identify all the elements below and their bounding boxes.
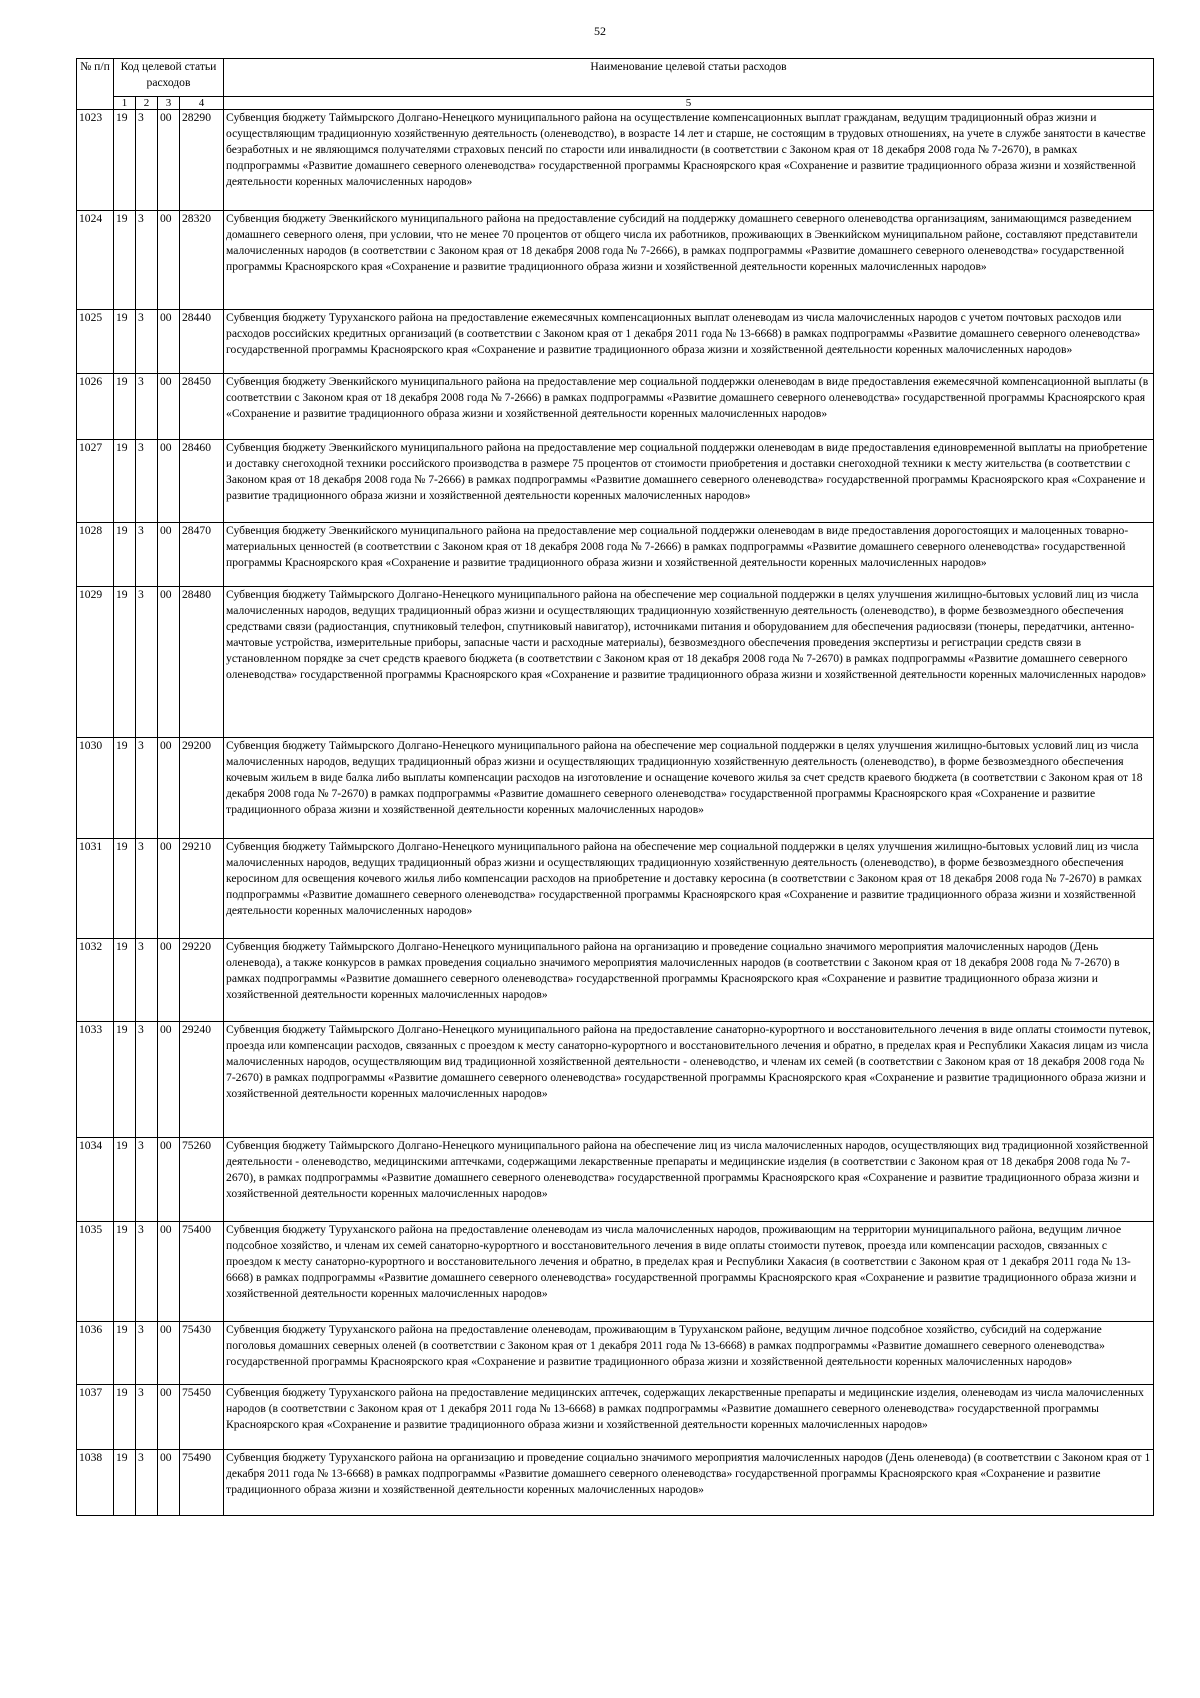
row-number: 1036: [77, 1322, 114, 1385]
table-subheader-row: [77, 97, 1154, 110]
table-row: [77, 310, 1154, 374]
code-direction: 00: [158, 110, 180, 211]
row-description: Субвенция бюджету Туруханского района на предоставление медицинских аптечек, содержащих лекарственные препараты и медицинские изделия, оленеводам из числа малочисленных народов (в соответствии с Законом края от 1 декабря 2011 года № 13-6668) в рамках подпрограммы «Развитие домашнего северного оленеводства» государственной программы Красноярского края «Сохранение и развитие традиционного образа жизни и хозяйственной деятельности коренных малочисленных народов»: [224, 1385, 1154, 1450]
code-expense: 28440: [180, 310, 224, 374]
code-direction: 00: [158, 1450, 180, 1516]
code-program: 19: [114, 211, 136, 310]
table-row: [77, 374, 1154, 440]
code-program: 19: [114, 310, 136, 374]
row-number: 1026: [77, 374, 114, 440]
code-subprogram: 3: [136, 839, 158, 939]
code-expense: 75450: [180, 1385, 224, 1450]
code-program: 19: [114, 374, 136, 440]
code-program: 19: [114, 1322, 136, 1385]
header-target-name: Наименование целевой статьи расходов: [224, 59, 1154, 97]
code-subprogram: 3: [136, 1138, 158, 1222]
code-direction: 00: [158, 587, 180, 738]
row-description: Субвенция бюджету Таймырского Долгано-Ненецкого муниципального района на обеспечение мер социальной поддержки в целях улучшения жилищно-бытовых условий лиц из числа малочисленных народов, ведущих традиционный образ жизни и осуществляющих традиционную хозяйственную деятельность (оленеводство), в форме безвозмездного обеспечения кочевым жильем в виде балка либо выплаты компенсации расходов на изготовление и оснащение кочевого жилья за счет средств краевого бюджета (в соответствии с Законом края от 18 декабря 2008 года № 7-2670) в рамках подпрограммы «Развитие домашнего северного оленеводства» государственной программы Красноярского края «Сохранение и развитие традиционного образа жизни и хозяйственной деятельности коренных малочисленных народов»: [224, 738, 1154, 839]
code-expense: 28460: [180, 440, 224, 523]
code-direction: 00: [158, 1385, 180, 1450]
table-row: [77, 939, 1154, 1022]
code-subprogram: 3: [136, 523, 158, 587]
code-expense: 29220: [180, 939, 224, 1022]
code-subprogram: 3: [136, 374, 158, 440]
code-direction: 00: [158, 1022, 180, 1138]
code-subprogram: 3: [136, 738, 158, 839]
code-direction: 00: [158, 310, 180, 374]
code-subprogram: 3: [136, 211, 158, 310]
code-program: 19: [114, 1022, 136, 1138]
table-row: [77, 1322, 1154, 1385]
row-description: Субвенция бюджету Туруханского района на предоставление оленеводам из числа малочисленных народов, проживающим на территории муниципального района, ведущим личное подсобное хозяйство, и членам их семей санаторно-курортного и восстановительного лечения в виде оплаты стоимости путевок, проезда или компенсации расходов, связанных с проездом к месту санаторно-курортного и восстановительного лечения и обратно, в пределах края и Республики Хакасия (в соответствии с Законом края от 1 декабря 2011 года № 13-6668) в рамках подпрограммы «Развитие домашнего северного оленеводства» государственной программы Красноярского края «Сохранение и развитие традиционного образа жизни и хозяйственной деятельности коренных малочисленных народов»: [224, 1222, 1154, 1322]
code-program: 19: [114, 839, 136, 939]
code-program: 19: [114, 440, 136, 523]
row-number: 1024: [77, 211, 114, 310]
code-expense: 28470: [180, 523, 224, 587]
code-subprogram: 3: [136, 1450, 158, 1516]
subheader-col-4: 4: [180, 97, 224, 110]
table-row: [77, 211, 1154, 310]
row-number: 1034: [77, 1138, 114, 1222]
code-program: 19: [114, 939, 136, 1022]
code-subprogram: 3: [136, 1022, 158, 1138]
row-description: Субвенция бюджету Таймырского Долгано-Ненецкого муниципального района на обеспечение мер социальной поддержки в целях улучшения жилищно-бытовых условий лиц из числа малочисленных народов, ведущих традиционный образ жизни и осуществляющих традиционную хозяйственную деятельность (оленеводство), в форме безвозмездного обеспечения керосином для освещения кочевого жилья либо компенсации расходов на приобретение и доставку керосина (в соответствии с Законом края от 18 декабря 2008 года № 7-2670) в рамках подпрограммы «Развитие домашнего северного оленеводства» государственной программы Красноярского края «Сохранение и развитие традиционного образа жизни и хозяйственной деятельности коренных малочисленных народов»: [224, 839, 1154, 939]
row-number: 1029: [77, 587, 114, 738]
code-expense: 28450: [180, 374, 224, 440]
row-number: 1025: [77, 310, 114, 374]
table-row: [77, 1385, 1154, 1450]
row-number: 1038: [77, 1450, 114, 1516]
table-row: [77, 587, 1154, 738]
row-number: 1023: [77, 110, 114, 211]
row-number: 1028: [77, 523, 114, 587]
code-direction: 00: [158, 1138, 180, 1222]
row-number: 1032: [77, 939, 114, 1022]
budget-classification-table: [76, 58, 1154, 1516]
table-row: [77, 1450, 1154, 1516]
code-direction: 00: [158, 440, 180, 523]
code-direction: 00: [158, 211, 180, 310]
row-description: Субвенция бюджету Таймырского Долгано-Ненецкого муниципального района на обеспечение лиц из числа малочисленных народов, осуществляющих вид традиционной хозяйственной деятельности - оленеводство, медицинскими аптечками, содержащими лекарственные препараты и медицинские изделия (в соответствии с Законом края от 18 декабря 2008 года № 7-2670), в рамках подпрограммы «Развитие домашнего северного оленеводства» государственной программы Красноярского края «Сохранение и развитие традиционного образа жизни и хозяйственной деятельности коренных малочисленных народов»: [224, 1138, 1154, 1222]
header-row-number: № п/п: [77, 59, 114, 110]
subheader-col-5: 5: [224, 97, 1154, 110]
code-direction: 00: [158, 1222, 180, 1322]
code-expense: 28480: [180, 587, 224, 738]
code-expense: 29210: [180, 839, 224, 939]
row-description: Субвенция бюджету Таймырского Долгано-Ненецкого муниципального района на обеспечение мер социальной поддержки в целях улучшения жилищно-бытовых условий лиц из числа малочисленных народов, ведущих традиционный образ жизни и осуществляющих традиционную хозяйственную деятельность (оленеводство), в форме безвозмездного обеспечения средствами связи (радиостанция, спутниковый телефон, спутниковый навигатор), источниками питания и оборудованием для обеспечения радиосвязи (тюнеры, передатчики, антенно-мачтовые устройства, измерительные приборы, запасные части и расходные материалы), безвозмездного обеспечения проведения экспертизы и регистрации средств связи в установленном порядке за счет средств краевого бюджета (в соответствии с Законом края от 18 декабря 2008 года № 7-2670) в рамках подпрограммы «Развитие домашнего северного оленеводства» государственной программы Красноярского края «Сохранение и развитие традиционного образа жизни и хозяйственной деятельности коренных малочисленных народов»: [224, 587, 1154, 738]
row-description: Субвенция бюджету Эвенкийского муниципального района на предоставление мер социальной поддержки оленеводам в виде предоставления ежемесячной компенсационной выплаты (в соответствии с Законом края от 18 декабря 2008 года № 7-2666) в рамках подпрограммы «Развитие домашнего северного оленеводства» государственной программы Красноярского края «Сохранение и развитие традиционного образа жизни и хозяйственной деятельности коренных малочисленных народов»: [224, 374, 1154, 440]
code-program: 19: [114, 587, 136, 738]
table-row: [77, 1138, 1154, 1222]
table-row: [77, 839, 1154, 939]
table-body: [77, 110, 1154, 1516]
code-subprogram: 3: [136, 310, 158, 374]
page-number: 52: [594, 24, 606, 38]
code-direction: 00: [158, 939, 180, 1022]
row-description: Субвенция бюджету Эвенкийского муниципального района на предоставление мер социальной поддержки оленеводам в виде предоставления дорогостоящих и малоценных товарно-материальных ценностей (в соответствии с Законом края от 18 декабря 2008 года № 7-2666) в рамках подпрограммы «Развитие домашнего северного оленеводства» государственной программы Красноярского края «Сохранение и развитие традиционного образа жизни и хозяйственной деятельности коренных малочисленных народов»: [224, 523, 1154, 587]
code-expense: 28320: [180, 211, 224, 310]
row-description: Субвенция бюджету Туруханского района на предоставление оленеводам, проживающим в Туруханском районе, ведущим личное подсобное хозяйство, субсидий на содержание поголовья домашних северных оленей (в соответствии с Законом края от 1 декабря 2011 года № 13-6668) в рамках подпрограммы «Развитие домашнего северного оленеводства» государственной программы Красноярского края «Сохранение и развитие традиционного образа жизни и хозяйственной деятельности коренных малочисленных народов»: [224, 1322, 1154, 1385]
code-direction: 00: [158, 523, 180, 587]
code-program: 19: [114, 523, 136, 587]
row-description: Субвенция бюджету Эвенкийского муниципального района на предоставление мер социальной поддержки оленеводам в виде предоставления единовременной выплаты на приобретение и доставку снегоходной техники российского производства в размере 75 процентов от стоимости приобретения и доставки снегоходной техники к месту жительства (в соответствии с Законом края от 18 декабря 2008 года № 7-2666) в рамках подпрограммы «Развитие домашнего северного оленеводства» государственной программы Красноярского края «Сохранение и развитие традиционного образа жизни и хозяйственной деятельности коренных малочисленных народов»: [224, 440, 1154, 523]
code-subprogram: 3: [136, 587, 158, 738]
code-program: 19: [114, 1138, 136, 1222]
code-direction: 00: [158, 839, 180, 939]
table-row: [77, 440, 1154, 523]
table-row: [77, 110, 1154, 211]
table-row: [77, 738, 1154, 839]
code-program: 19: [114, 1385, 136, 1450]
code-expense: 28290: [180, 110, 224, 211]
code-program: 19: [114, 1222, 136, 1322]
row-number: 1035: [77, 1222, 114, 1322]
row-description: Субвенция бюджету Таймырского Долгано-Ненецкого муниципального района на предоставление санаторно-курортного и восстановительного лечения в виде оплаты стоимости путевок, проезда или компенсации расходов, связанных с проездом к месту санаторно-курортного и восстановительного лечения и обратно, в пределах края и Республики Хакасия лицам из числа малочисленных народов, осуществляющим вид традиционной хозяйственной деятельности - оленеводство, и членам их семей (в соответствии с Законом края от 18 декабря 2008 года № 7-2670) в рамках подпрограммы «Развитие домашнего северного оленеводства» государственной программы Красноярского края «Сохранение и развитие традиционного образа жизни и хозяйственной деятельности коренных малочисленных народов»: [224, 1022, 1154, 1138]
code-direction: 00: [158, 1322, 180, 1385]
code-expense: 75430: [180, 1322, 224, 1385]
code-subprogram: 3: [136, 939, 158, 1022]
row-number: 1037: [77, 1385, 114, 1450]
code-expense: 29200: [180, 738, 224, 839]
subheader-col-2: 2: [136, 97, 158, 110]
row-number: 1031: [77, 839, 114, 939]
row-number: 1030: [77, 738, 114, 839]
code-subprogram: 3: [136, 1222, 158, 1322]
table-row: [77, 1222, 1154, 1322]
row-description: Субвенция бюджету Эвенкийского муниципального района на предоставление субсидий на поддержку домашнего северного оленеводства организациям, занимающимся разведением домашнего северного оленя, при условии, что не менее 70 процентов от общего числа их работников, проживающих в Эвенкийском муниципальном районе, составляют представители малочисленных народов (в соответствии с Законом края от 18 декабря 2008 года № 7-2666), в рамках подпрограммы «Развитие домашнего северного оленеводства» государственной программы Красноярского края «Сохранение и развитие традиционного образа жизни и хозяйственной деятельности коренных малочисленных народов»: [224, 211, 1154, 310]
row-number: 1027: [77, 440, 114, 523]
code-subprogram: 3: [136, 110, 158, 211]
table-header-row: [77, 59, 1154, 97]
code-program: 19: [114, 1450, 136, 1516]
code-direction: 00: [158, 738, 180, 839]
code-expense: 75400: [180, 1222, 224, 1322]
code-subprogram: 3: [136, 1385, 158, 1450]
table-row: [77, 523, 1154, 587]
row-description: Субвенция бюджету Туруханского района на предоставление ежемесячных компенсационных выплат оленеводам из числа малочисленных народов с учетом почтовых расходов или расходов российских кредитных организаций (в соответствии с Законом края от 1 декабря 2011 года № 13-6668) в рамках подпрограммы «Развитие домашнего северного оленеводства» государственной программы Красноярского края «Сохранение и развитие традиционного образа жизни и хозяйственной деятельности коренных малочисленных народов»: [224, 310, 1154, 374]
subheader-col-1: 1: [114, 97, 136, 110]
code-direction: 00: [158, 374, 180, 440]
code-expense: 75490: [180, 1450, 224, 1516]
code-subprogram: 3: [136, 1322, 158, 1385]
row-description: Субвенция бюджету Туруханского района на организацию и проведение социально значимого мероприятия малочисленных народов (День оленевода) (в соответствии с Законом края от 1 декабря 2011 года № 13-6668) в рамках подпрограммы «Развитие домашнего северного оленеводства» государственной программы Красноярского края «Сохранение и развитие традиционного образа жизни и хозяйственной деятельности коренных малочисленных народов»: [224, 1450, 1154, 1516]
code-subprogram: 3: [136, 440, 158, 523]
row-description: Субвенция бюджету Таймырского Долгано-Ненецкого муниципального района на организацию и проведение социально значимого мероприятия малочисленных народов (День оленевода), а также конкурсов в рамках проведения социально значимого мероприятия малочисленных народов (в соответствии с Законом края от 18 декабря 2008 года № 7-2670) в рамках подпрограммы «Развитие домашнего северного оленеводства» государственной программы Красноярского края «Сохранение и развитие традиционного образа жизни и хозяйственной деятельности коренных малочисленных народов»: [224, 939, 1154, 1022]
code-program: 19: [114, 110, 136, 211]
header-target-code: Код целевой статьи расходов: [114, 59, 224, 97]
subheader-col-3: 3: [158, 97, 180, 110]
code-expense: 75260: [180, 1138, 224, 1222]
table-row: [77, 1022, 1154, 1138]
code-expense: 29240: [180, 1022, 224, 1138]
row-description: Субвенция бюджету Таймырского Долгано-Ненецкого муниципального района на осуществление компенсационных выплат гражданам, ведущим традиционный образ жизни и осуществляющим традиционную хозяйственную деятельность (оленеводство), в возрасте 14 лет и старше, не состоящим в трудовых отношениях, на учете в службе занятости в качестве безработных и не являющимся получателями страховых пенсий по старости или инвалидности (в соответствии с Законом края от 18 декабря 2008 года № 7-2670), в рамках подпрограммы «Развитие домашнего северного оленеводства» государственной программы Красноярского края «Сохранение и развитие традиционного образа жизни и хозяйственной деятельности коренных малочисленных народов»: [224, 110, 1154, 211]
code-program: 19: [114, 738, 136, 839]
row-number: 1033: [77, 1022, 114, 1138]
